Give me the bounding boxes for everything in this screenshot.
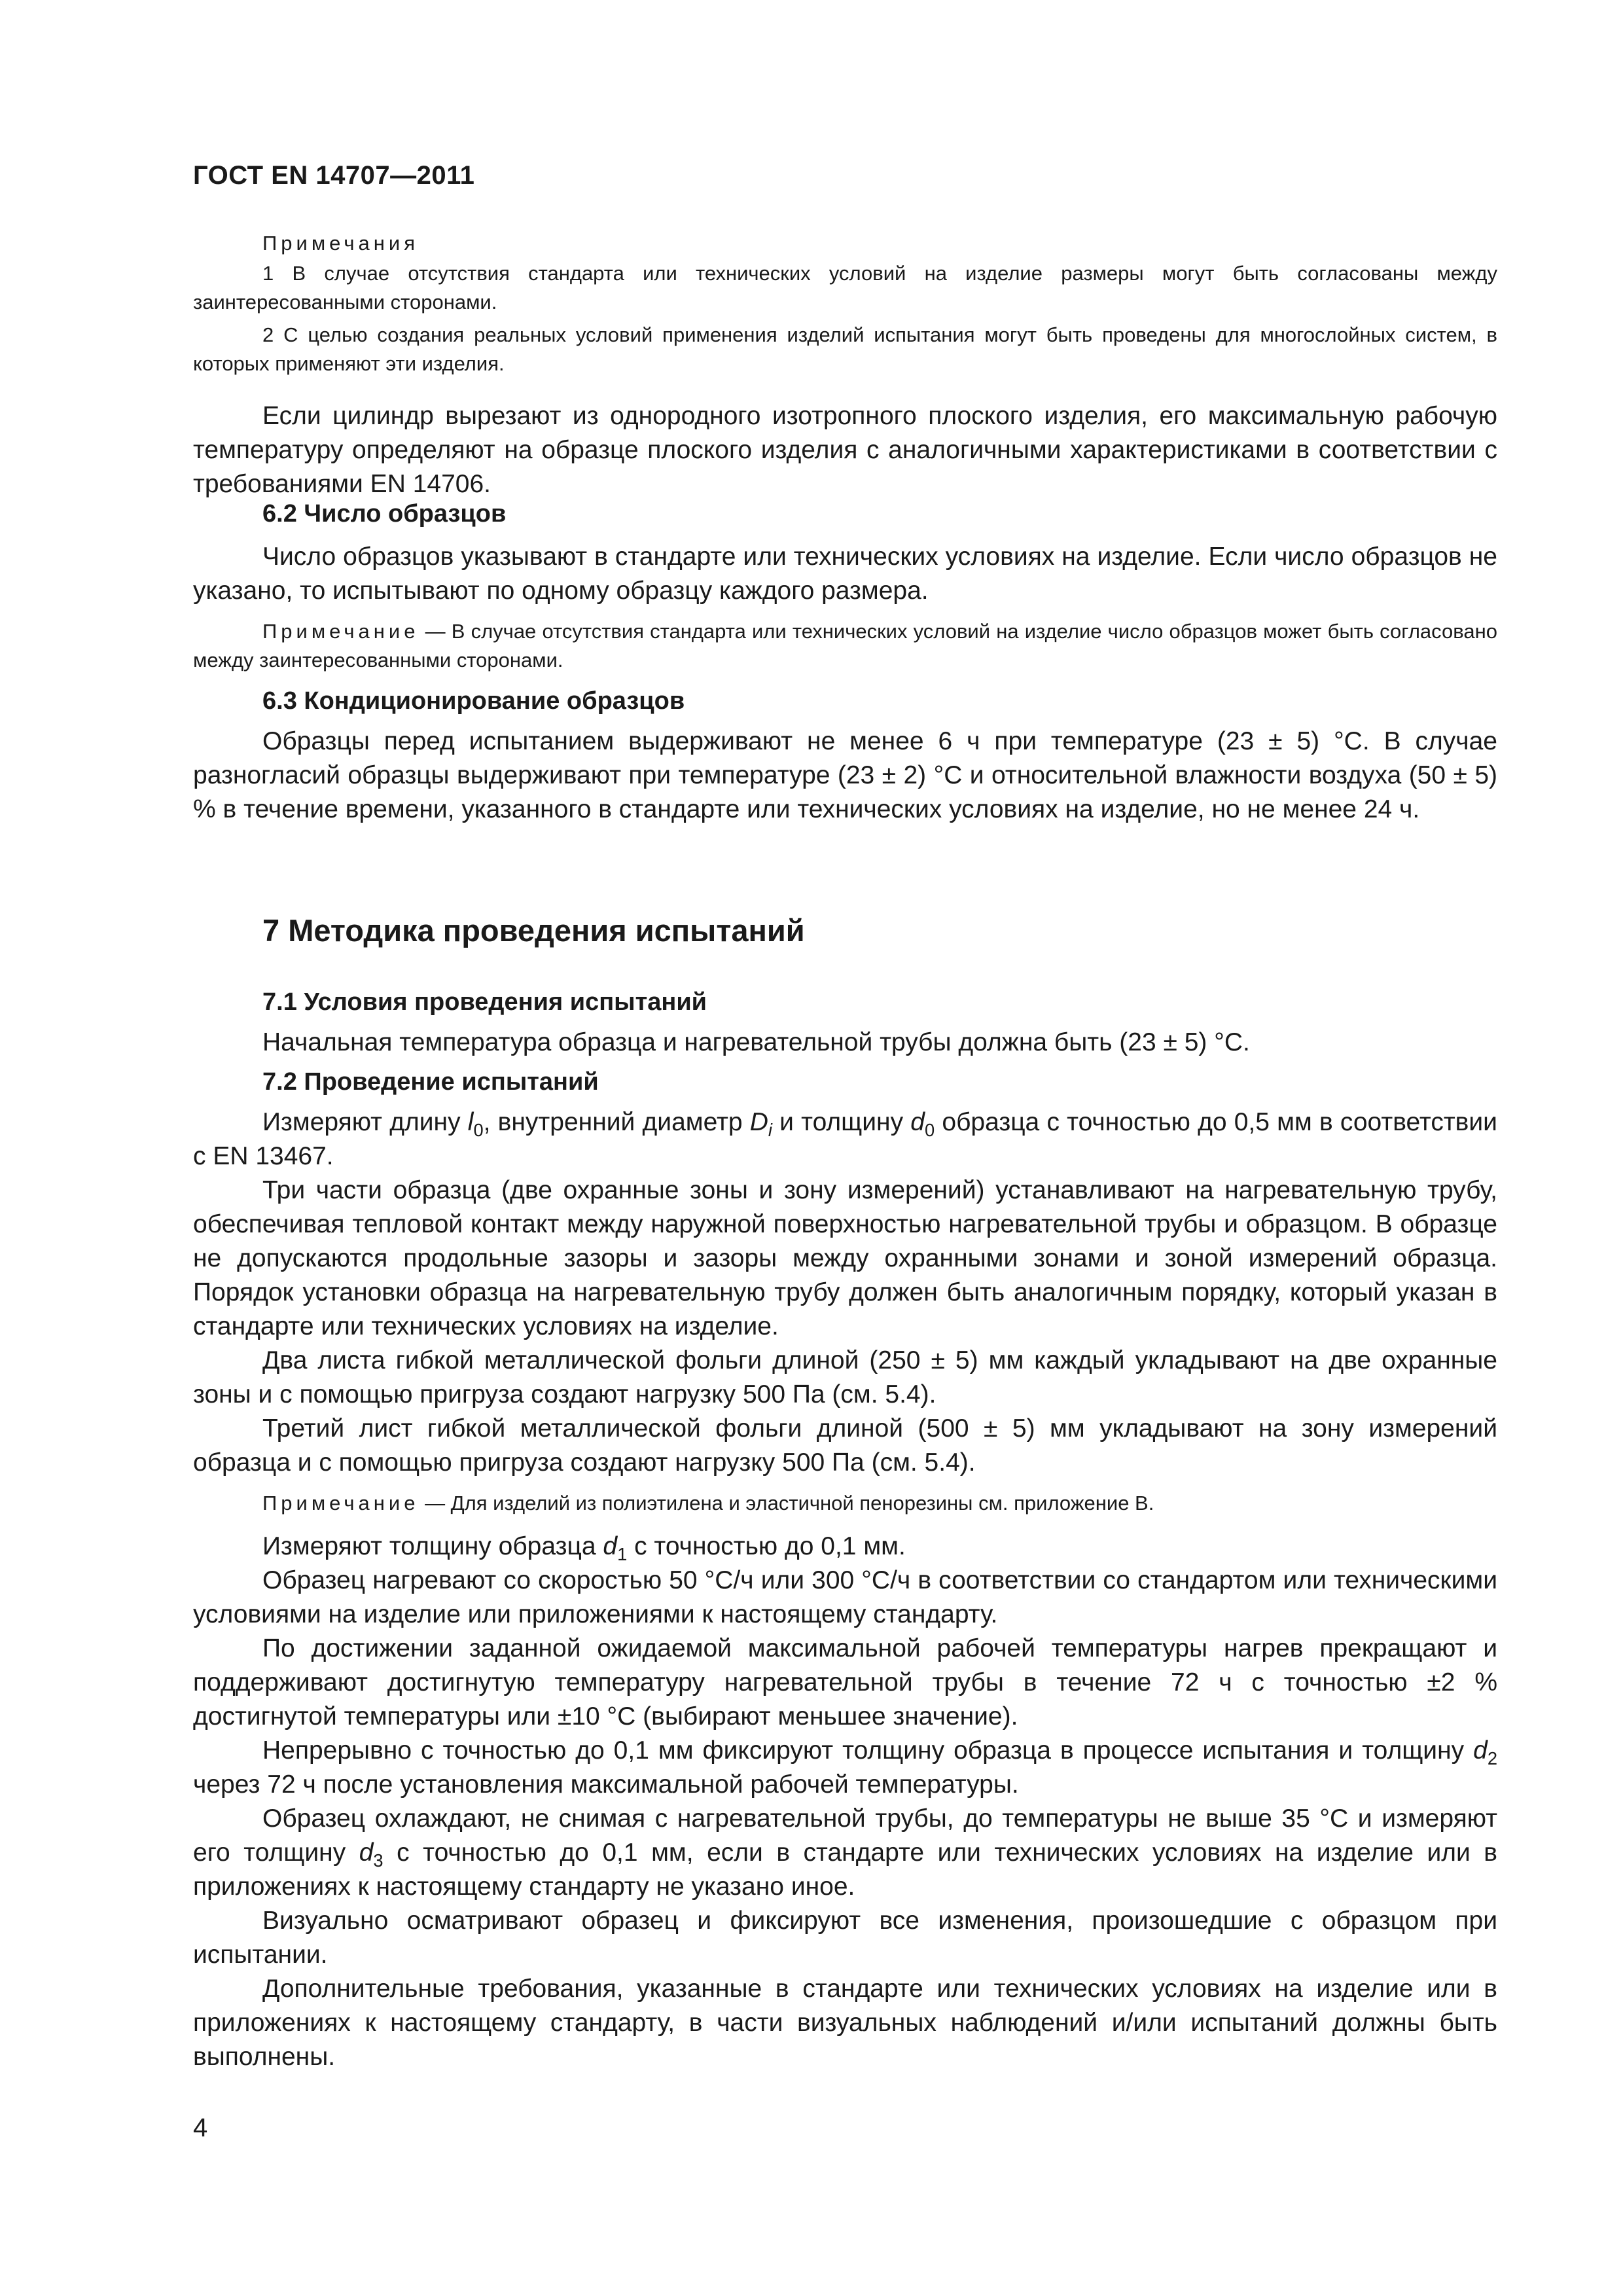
section-6-3 (193, 687, 1497, 827)
paragraph-install: Три части образца (две охранные зоны и зону измерений) устанавливают на нагревательную трубу, обеспечивая тепловой контакт между наружной поверхностью нагревательной трубы и образцом. В образце не допускаются продольные зазоры и зазоры между охранными зонами и зоной измерений образца. Порядок установки образца на нагревательную трубу должен быть аналогичным порядку, который указан в стандарте или технических условиях на изделие. (193, 1176, 1497, 1340)
section-7-2-heading: 7.2 Проведение испытаний (262, 1068, 599, 1096)
section-6-2-text: Число образцов указывают в стандарте или технических условиях на изделие. Если число образцов не указано, то испытывают по одному образцу каждого размера. (193, 543, 1497, 605)
section-6-2-note (193, 617, 1497, 675)
note-label: Примечание (262, 620, 419, 643)
paragraph-measure-dims: Измеряют длину $l_0$, внутренний диаметр $D_i$ и толщину $d_0$ образца с точностью до 0,5 мм в соответствии с EN 13467. (193, 1108, 1497, 1170)
page-number: 4 (193, 2113, 208, 2142)
paragraph-measure-d1: Измеряют толщину образца $d_1$ с точностью до 0,1 мм. (262, 1532, 906, 1564)
section-6-3-text: Образцы перед испытанием выдерживают не менее 6 ч при температуре (23 ± 5) °С. В случае разногласий образцы выдерживают при температуре (23 ± 2) °С и относительной влажности воздуха (50 ± 5) % в течение времени, указанного в стандарте или технических условиях на изделие, но не менее 24 ч. (193, 727, 1497, 823)
section-6-2 (193, 500, 1497, 675)
paragraph-hold: По достижении заданной ожидаемой максимальной рабочей температуры нагрев прекращают и поддерживают достигнутую температуру нагревательной трубы в течение 72 ч с точностью ±2 % достигнутой температуры или ±10 °С (выбирают меньшее значение). (193, 1634, 1497, 1731)
document-id-header: ГОСТ EN 14707—2011 (193, 161, 475, 190)
paragraph-cooling: Образец охлаждают, не снимая с нагревательной трубы, до температуры не выше 35 °С и измеряют его толщину $d_3$ с точностью до 0,1 мм, если в стандарте или технических условиях на изделие или в приложениях к настоящему стандарту не указано иное. (193, 1804, 1498, 1901)
note-text: — Для изделий из полиэтилена и эластичной пенорезины см. приложение В. (425, 1492, 1154, 1515)
paragraph-heating: Образец нагревают со скоростью 50 °С/ч или 300 °С/ч в соответствии со стандартом или техническими условиями на изделие или приложениями к настоящему стандарту. (193, 1566, 1497, 1628)
section-7-1-heading: 7.1 Условия проведения испытаний (262, 988, 707, 1016)
note-1: 1 В случае отсутствия стандарта или технических условий на изделие размеры могут быть согласованы между заинтересованными сторонами. (193, 262, 1497, 314)
paragraph-measure-d2: Непрерывно с точностью до 0,1 мм фиксируют толщину образца в процессе испытания и толщину $d_2$ через 72 ч после установления максимальной рабочей температуры. (193, 1736, 1497, 1799)
section-7-2-note (193, 1489, 1497, 1518)
section-7-1-text: Начальная температура образца и нагревательной трубы должна быть (23 ± 5) °С. (262, 1028, 1250, 1056)
section-7 (193, 912, 1497, 948)
notes-title: Примечания (262, 232, 419, 255)
paragraph-visual: Визуально осматривают образец и фиксируют все изменения, произошедшие с образцом при испытании. (193, 1907, 1497, 1969)
section-7-heading: 7 Методика проведения испытаний (262, 913, 805, 948)
paragraph-additional: Дополнительные требования, указанные в стандарте или технических условиях на изделие или в приложениях к настоящему стандарту, в части визуальных наблюдений и/или испытаний должны быть выполнены. (193, 1975, 1497, 2071)
paragraph-foil-measure: Третий лист гибкой металлической фольги длиной (500 ± 5) мм укладывают на зону измерений образца и с помощью пригруза создают нагрузку 500 Па (см. 5.4). (193, 1414, 1497, 1477)
paragraph-cylinder: Если цилиндр вырезают из однородного изотропного плоского изделия, его максимальную рабочую температуру определяют на образце плоского изделия с аналогичными характеристиками в соответствии с требованиями EN 14706. (193, 402, 1497, 498)
note-text: — В случае отсутствия стандарта или технических условий на изделие число образцов может быть согласовано между заинтересованными сторонами. (193, 620, 1497, 672)
section-6-3-heading: 6.3 Кондиционирование образцов (262, 687, 685, 715)
paragraph-foil-guard: Два листа гибкой металлической фольги длиной (250 ± 5) мм каждый укладывают на две охранные зоны и с помощью пригруза создают нагрузку 500 Па (см. 5.4). (193, 1346, 1497, 1408)
note-2: 2 С целью создания реальных условий применения изделий испытания могут быть проведены для многослойных систем, в которых применяют эти изделия. (193, 323, 1497, 375)
section-7-1 (193, 988, 1497, 1060)
note-label: Примечание (262, 1492, 419, 1515)
section-6-2-heading: 6.2 Число образцов (262, 500, 507, 528)
notes-block (193, 229, 1497, 378)
section-7-2 (193, 1068, 1497, 2074)
